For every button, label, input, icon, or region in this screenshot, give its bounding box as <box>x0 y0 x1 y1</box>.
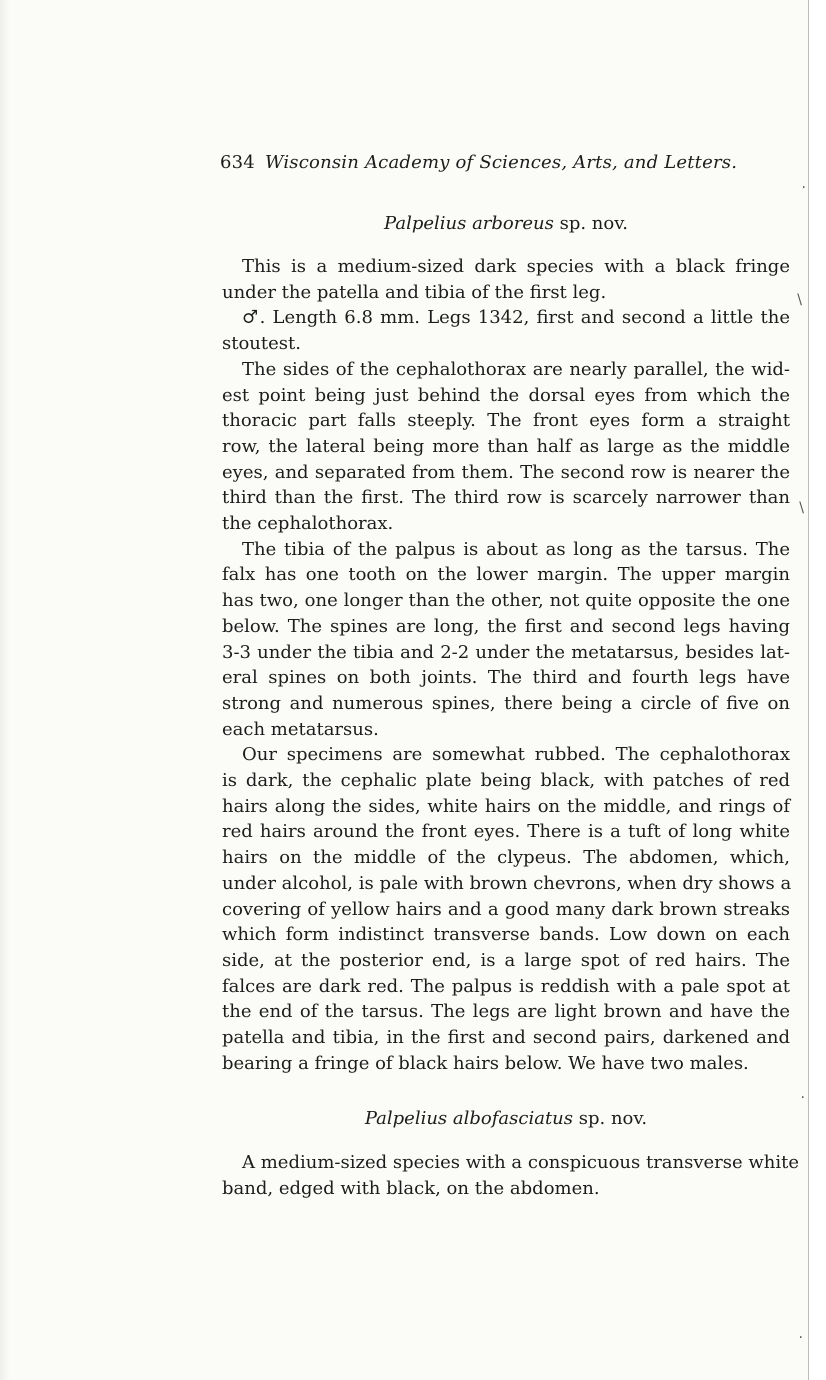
text-line: under alcohol, is pale with brown chevrons, when dry shows a <box>222 872 792 894</box>
text-line: patella and tibia, in the first and second pairs, darkened and <box>222 1027 790 1049</box>
text-line: the cephalothorax. <box>222 513 394 535</box>
text-line: has two, one longer than the other, not quite opposite the one <box>222 590 790 612</box>
text-line: third than the first. The third row is scarcely narrower than <box>222 487 790 509</box>
text-line: falx has one tooth on the lower margin. The upper margin <box>222 564 790 586</box>
paragraph <box>222 742 790 1076</box>
text-line: each metatarsus. <box>222 718 379 740</box>
text-line: covering of yellow hairs and a good many dark brown streaks <box>222 898 790 920</box>
text-line: The sides of the cephalothorax are nearly parallel, the wid- <box>242 358 790 380</box>
species-description-arboreus <box>222 254 790 1077</box>
species-description-albofasciatus <box>222 1150 800 1201</box>
page-edge-marks: · \ \ · · <box>797 180 806 1346</box>
text-line: thoracic part falls steeply. The front eyes form a straight <box>222 410 790 432</box>
text-line: eyes, and separated from them. The second row is nearer the <box>222 461 790 483</box>
species-status-arboreus: sp. nov. <box>553 213 628 234</box>
text-line: below. The spines are long, the first and second legs having <box>222 615 790 637</box>
species-name-albofasciatus: Palpelius albofasciatus <box>364 1108 574 1129</box>
text-line: Our specimens are somewhat rubbed. The cephalothorax <box>242 744 790 766</box>
text-line: This is a medium-sized dark species with a black fringe <box>242 256 790 277</box>
text-line: bearing a fringe of black hairs below. We have two males. <box>222 1052 749 1074</box>
text-line: hairs on the middle of the clypeus. The abdomen, which, <box>222 847 790 869</box>
species-name-arboreus: Palpelius arboreus <box>384 213 554 234</box>
paragraph <box>222 537 790 743</box>
species-status-albofasciatus: sp. nov. <box>573 1108 648 1129</box>
text-line: stoutest. <box>222 333 301 355</box>
paragraph <box>222 357 790 537</box>
species-heading-albofasciatus <box>222 1107 790 1131</box>
text-line: est point being just behind the dorsal eyes from which the <box>222 384 790 406</box>
text-line: row, the lateral being more than half as large as the middle <box>222 435 790 457</box>
text-line: The tibia of the palpus is about as long as the tarsus. The <box>242 538 790 560</box>
running-head <box>220 151 740 175</box>
species-heading-arboreus <box>222 212 790 236</box>
text-line: which form indistinct transverse bands. Low down on each <box>222 924 790 946</box>
text-line: is dark, the cephalic plate being black, with patches of red <box>222 770 790 792</box>
text-line: hairs along the sides, white hairs on the middle, and rings of <box>222 795 790 817</box>
text-line: eral spines on both joints. The third and fourth legs have <box>222 667 790 689</box>
text-line: red hairs around the front eyes. There is a tuft of long white <box>222 821 790 843</box>
text-line: A medium-sized species with a conspicuous transverse white <box>242 1152 800 1173</box>
text-line: ♂. Length 6.8 mm. Legs 1342, first and second a little the <box>242 307 790 329</box>
text-line: side, at the posterior end, is a large spot of red hairs. The <box>222 949 790 971</box>
text-line: the end of the tarsus. The legs are light brown and have the <box>222 1001 790 1023</box>
running-head-title: Wisconsin Academy of Sciences, Arts, and Letters. <box>264 152 738 173</box>
text-line: under the patella and tibia of the first leg. <box>222 281 607 303</box>
text-line: 3-3 under the tibia and 2-2 under the metatarsus, besides lat- <box>222 641 790 663</box>
text-line: strong and numerous spines, there being a circle of five on <box>222 692 790 714</box>
paragraph <box>222 305 790 356</box>
text-line: band, edged with black, on the abdomen. <box>222 1177 600 1199</box>
paragraph <box>222 254 790 305</box>
text-line: falces are dark red. The palpus is reddish with a pale spot at <box>222 975 790 997</box>
page-number: 634 <box>220 152 255 173</box>
paragraph <box>222 1150 800 1201</box>
